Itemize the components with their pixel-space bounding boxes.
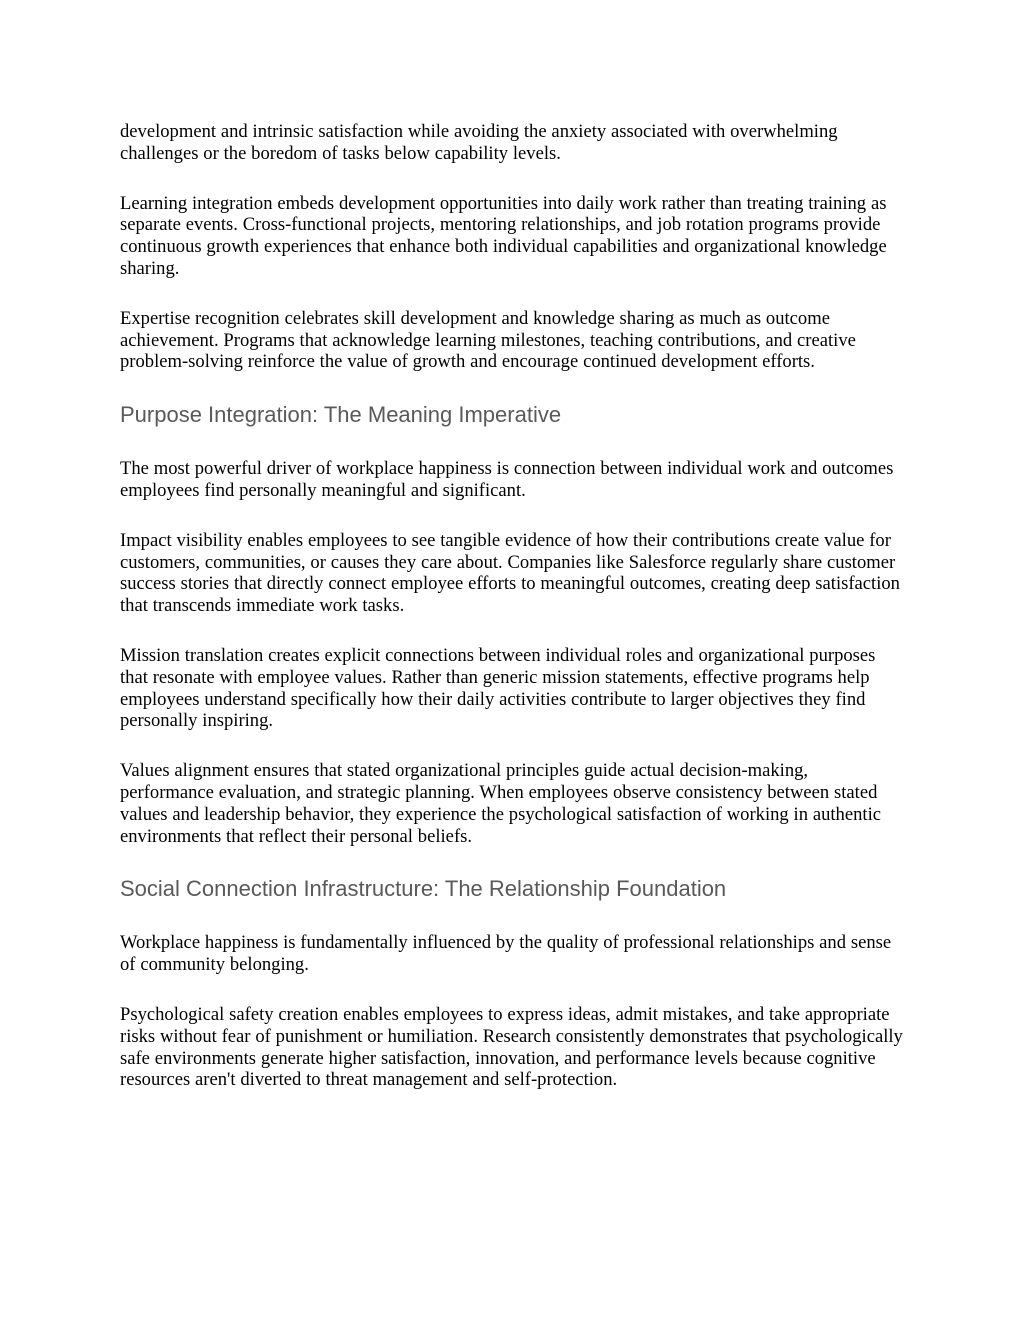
paragraph-expertise-recognition: Expertise recognition celebrates skill development and knowledge sharing as much as outcome achievement. Programs that acknowledge learning milestones, teaching contributions, and creative problem-solving reinforce the value of growth and encourage continued development efforts. — [120, 307, 856, 373]
section-heading-social-connection: Social Connection Infrastructure: The Relationship Foundation — [120, 876, 727, 902]
paragraph-values-alignment: Values alignment ensures that stated organizational principles guide actual decision-making, performance evaluation, and strategic planning. When employees observe consistency between stated values and leadership behavior, they experience the psychological satisfaction of working in authentic environments that reflect their personal beliefs. — [120, 760, 881, 847]
paragraph-development-continuation: development and intrinsic satisfaction while avoiding the anxiety associated with overwhelming challenges or the boredom of tasks below capability levels. — [120, 121, 838, 164]
paragraph-workplace-happiness: Workplace happiness is fundamentally influenced by the quality of professional relationships and sense of community belonging. — [120, 932, 892, 976]
paragraph-impact-visibility: Impact visibility enables employees to see tangible evidence of how their contributions create value for customers, communities, or causes they care about. Companies like Salesforce regularly share customer success stories that directly connect employee efforts to meaningful outcomes, creating deep satisfaction that transcends immediate work tasks. — [120, 529, 900, 617]
paragraph-psychological-safety: Psychological safety creation enables employees to express ideas, admit mistakes, and take appropriate risks without fear of punishment or humiliation. Research consistently demonstrates that psychologically safe environments generate higher satisfaction, innovation, and performance levels because cognitive resources aren't diverted to threat management and self-protection. — [120, 1003, 903, 1091]
paragraph-mission-translation: Mission translation creates explicit connections between individual roles and organizational purposes that resonate with employee values. Rather than generic mission statements, effective programs help employees understand specifically how their daily activities contribute to larger objectives they find personally inspiring. — [120, 644, 876, 732]
paragraph-learning-integration: Learning integration embeds development opportunities into daily work rather than treating training as separate events. Cross-functional projects, mentoring relationships, and job rotation programs provide continuous growth experiences that enhance both individual capabilities and organizational knowledge sharing. — [120, 192, 887, 279]
section-heading-purpose-integration: Purpose Integration: The Meaning Imperative — [120, 402, 562, 428]
paragraph-powerful-driver: The most powerful driver of workplace happiness is connection between individual work and outcomes employees find personally meaningful and significant. — [120, 458, 894, 501]
